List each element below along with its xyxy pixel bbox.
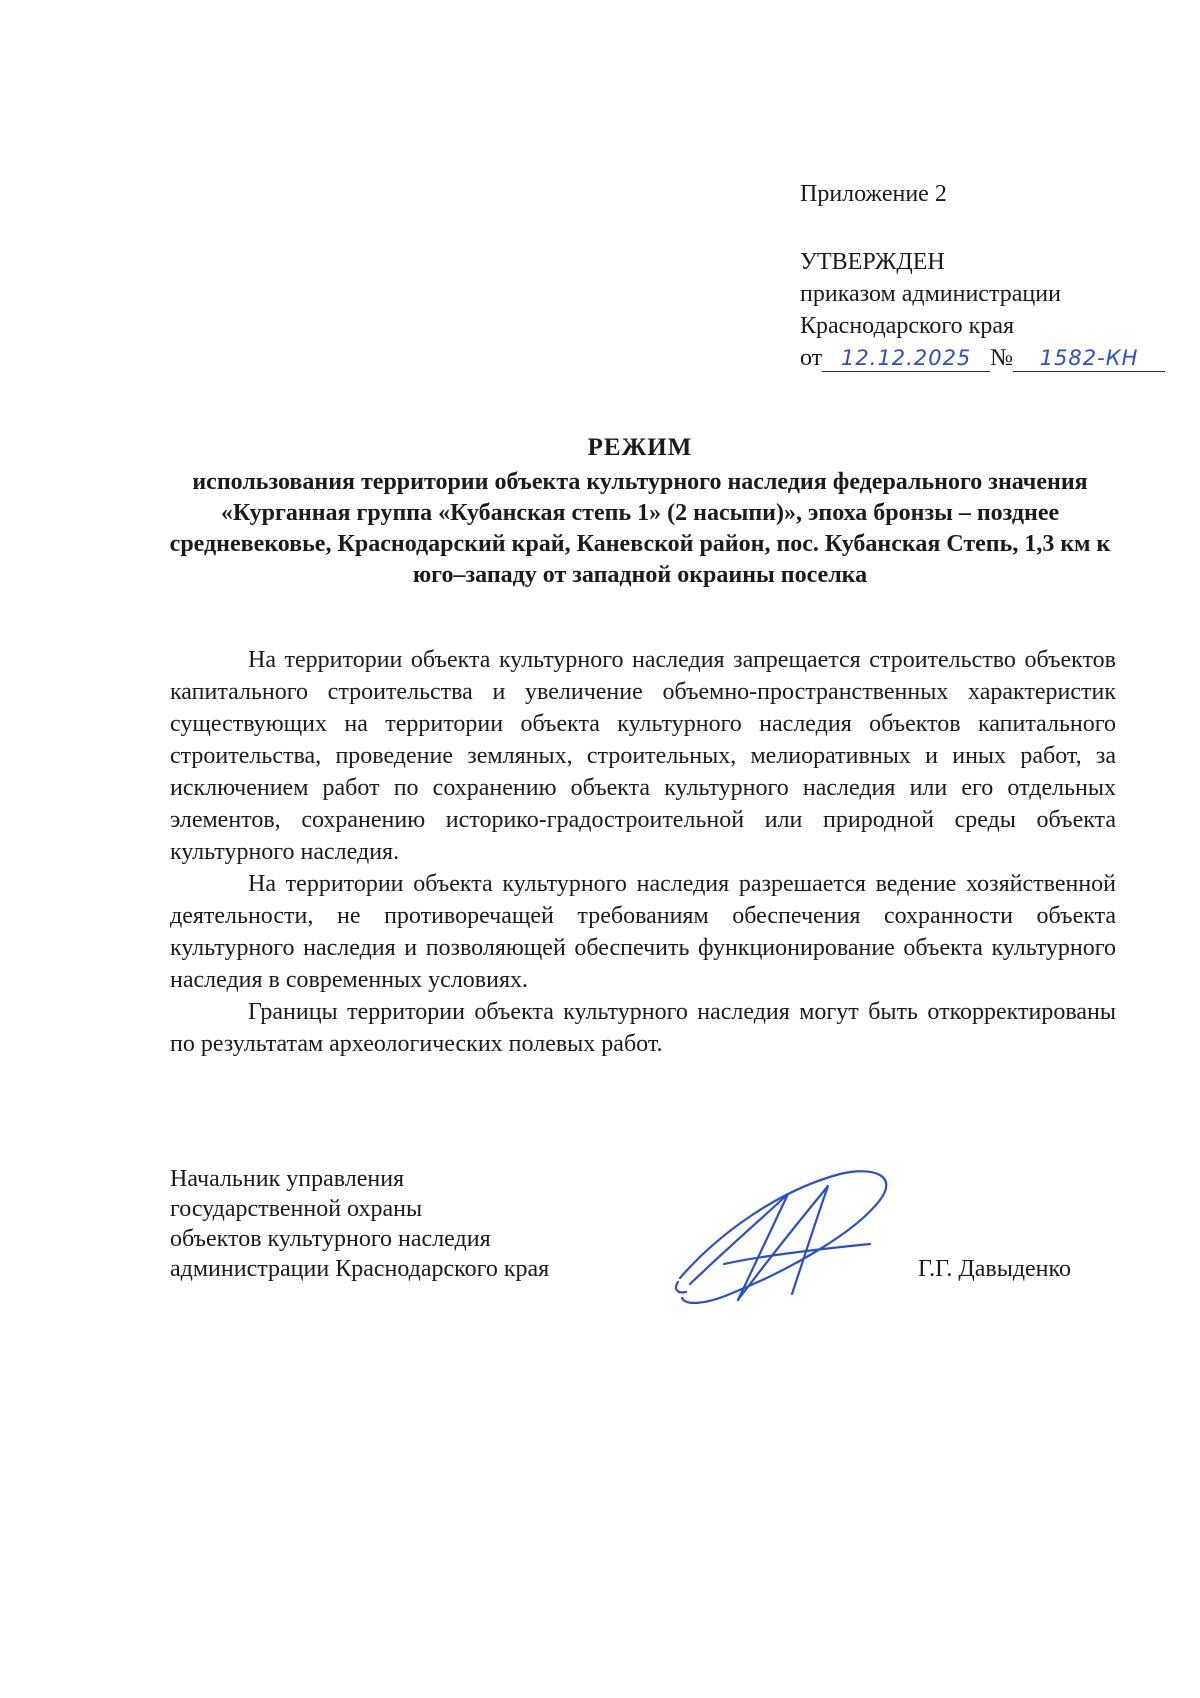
approved-by-order: приказом администрации [800,281,1061,307]
order-date-number-line [800,342,1165,374]
handwritten-order-number: 1582-КН [1013,345,1165,372]
signatory-line-1: Начальник управления [170,1166,405,1192]
signatory-line-4: администрации Краснодарского края [170,1256,550,1282]
signatory-name: Г.Г. Давыденко [918,1256,1071,1282]
signatory-line-3: объектов культурного наследия [170,1226,491,1252]
signatory-line-2: государственной охраны [170,1196,423,1222]
body-paragraph-2: На территории объекта культурного наследия разрешается ведение хозяйственной деятельности, не противоречащей требованиям обеспечения сохранности объекта культурного наследия и позволяющей обеспечить функционирование объекта культурного наследия в современных условиях. [170,871,1116,993]
document-heading [160,432,1120,591]
body-paragraph-1: На территории объекта культурного наследия запрещается строительство объектов капитального строительства и увеличение объемно-пространственных характеристик существующих на территории объекта культурного наследия объектов капитального строительства, проведение земляных, строительных, мелиоративных и иных работ, за исключением работ по сохранению объекта культурного наследия или его отдельных элементов, сохранению историко-градостроительной или природной среды объекта культурного наследия. [170,647,1116,865]
handwritten-date: 12.12.2025 [822,345,990,372]
approved-label: УТВЕРЖДЕН [800,249,945,275]
annex-label: Приложение 2 [800,181,947,207]
document-title: РЕЖИМ [587,434,693,461]
date-prefix: от [800,345,823,371]
approved-region: Краснодарского края [800,313,1015,339]
handwritten-signature [660,1160,920,1320]
number-prefix: № [990,345,1014,371]
document-body [170,644,1116,1060]
signatory-position [170,1164,549,1284]
body-paragraph-3: Границы территории объекта культурного наследия могут быть откорректированы по результатам археологических полевых работ. [170,999,1116,1057]
document-subtitle: использования территории объекта культурного наследия федерального значения «Курганная группа «Кубанская степь 1» (2 насыпи)», эпоха бронзы – позднее средневековье, Краснодарский край, Каневской район, пос. Кубанская Степь, 1,3 км к юго–западу от западной окраины поселка [169,469,1111,588]
approval-stamp-block [800,178,1165,374]
